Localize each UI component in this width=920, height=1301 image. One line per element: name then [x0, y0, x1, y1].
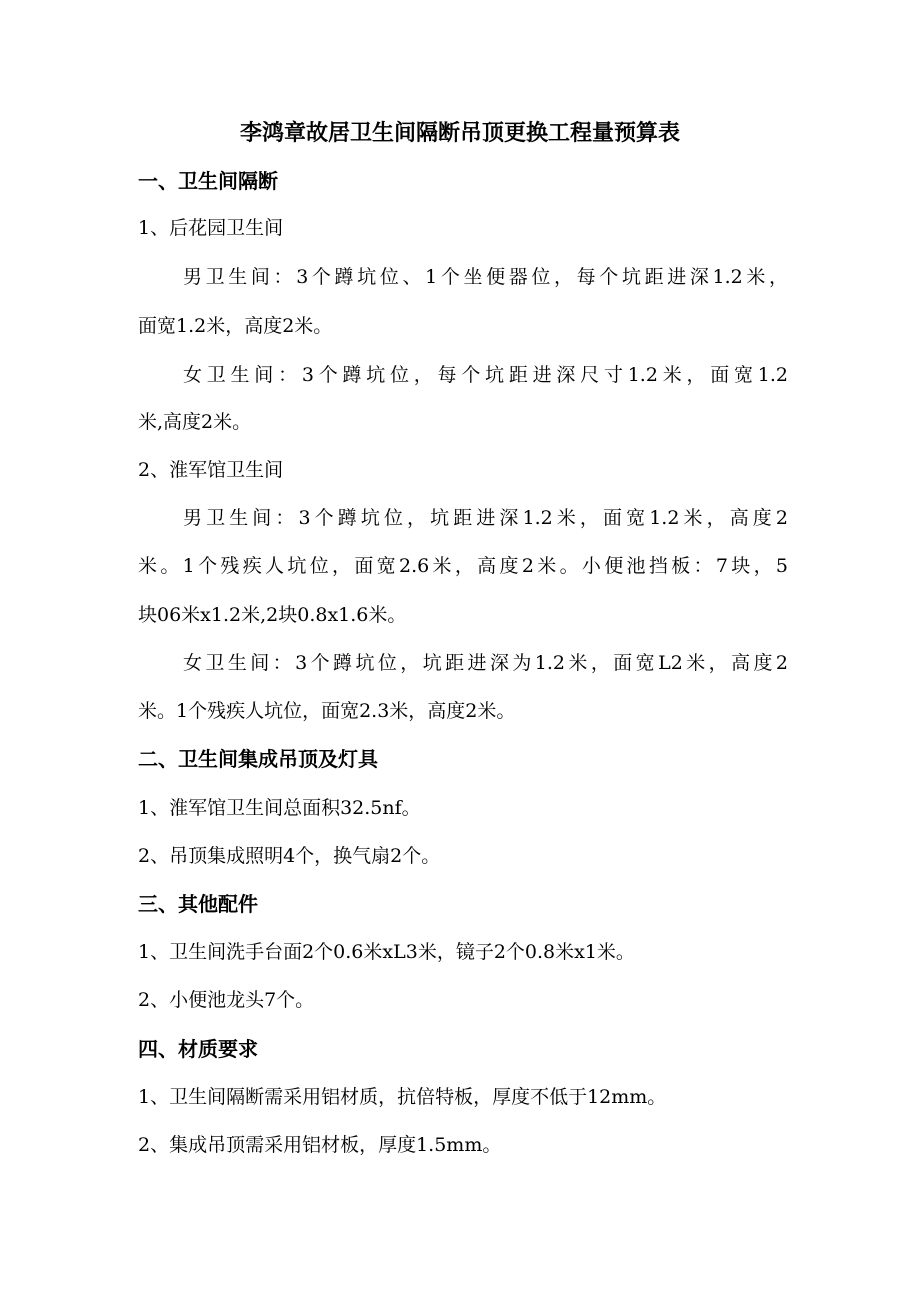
section-4-heading: 四、材质要求 — [138, 1037, 258, 1061]
section-4-item-1: 1、卫生间隔断需采用铝材质，抗倍特板，厚度不低于12mm。 — [138, 1086, 667, 1108]
section-2-item-1: 1、淮军馆卫生间总面积32.5nf。 — [138, 797, 421, 819]
section-1-item-2-women-line-1: 女卫生间：3个蹲坑位，坑距进深为1.2米，面宽L2米，高度2 — [183, 652, 788, 674]
document-title: 李鸿章故居卫生间隔断吊顶更换工程量预算表 — [239, 121, 680, 146]
section-3-item-1: 1、卫生间洗手台面2个0.6米xL3米，镜子2个0.8米x1米。 — [138, 941, 635, 963]
section-1-item-2-men-line-3: 块06米x1.2米,2块0.8x1.6米。 — [138, 604, 407, 626]
section-1-item-1-men-line-2: 面宽1.2米，高度2米。 — [138, 315, 333, 337]
section-1-heading: 一、卫生间隔断 — [138, 169, 278, 193]
section-1-item-1-title: 1、后花园卫生间 — [138, 217, 284, 239]
section-1-item-1-women-line-1: 女卫生间：3个蹲坑位，每个坑距进深尺寸1.2米，面宽1.2 — [183, 364, 788, 386]
section-1-item-1-women-line-2: 米,高度2米。 — [138, 411, 252, 433]
section-3-heading: 三、其他配件 — [138, 892, 258, 916]
section-3-item-2: 2、小便池龙头7个。 — [138, 989, 315, 1011]
section-2-item-2: 2、吊顶集成照明4个，换气扇2个。 — [138, 845, 441, 867]
section-1-item-2-men-line-1: 男卫生间：3个蹲坑位，坑距进深1.2米，面宽1.2米，高度2 — [183, 507, 788, 529]
section-1-item-2-men-line-2: 米。1个残疾人坑位，面宽2.6米，高度2米。小便池挡板：7块，5 — [138, 555, 788, 577]
section-1-item-2-women-line-2: 米。1个残疾人坑位，面宽2.3米，高度2米。 — [138, 700, 516, 722]
section-4-item-2: 2、集成吊顶需采用铝材板，厚度1.5mm。 — [138, 1134, 502, 1156]
section-1-item-1-men-line-1: 男卫生间：3个蹲坑位、1个坐便器位，每个坑距进深1.2米， — [183, 266, 788, 288]
section-2-heading: 二、卫生间集成吊顶及灯具 — [138, 747, 378, 771]
section-1-item-2-title: 2、淮军馆卫生间 — [138, 459, 284, 481]
